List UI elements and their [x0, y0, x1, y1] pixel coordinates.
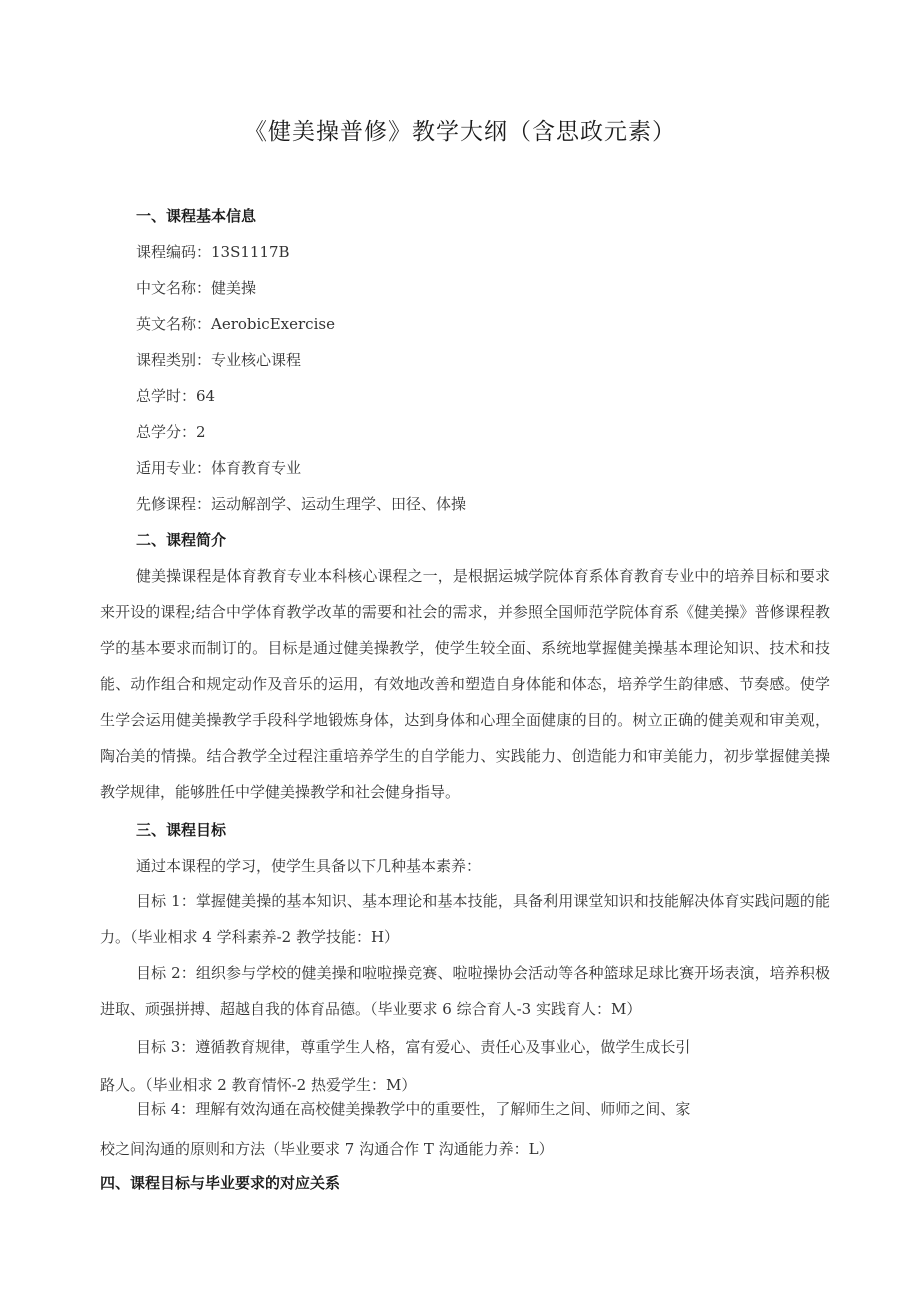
goal-2: 目标 2：组织参与学校的健美操和啦啦操竞赛、啦啦操协会活动等各种篮球足球比赛开场表演，培养积极进取、顽强拼搏、超越自我的体育品德。（毕业要求 6 综合育人-3 实践育人：M） [100, 964, 830, 1018]
info-chinese-name: 中文名称：健美操 [136, 279, 257, 297]
info-course-code: 课程编码：13S1117B [136, 243, 290, 261]
document-title: 《健美操普修》教学大纲（含思政元素） [244, 119, 676, 145]
section-heading-introduction: 二、课程简介 [136, 531, 227, 549]
goal-4-line-2: 校之间沟通的原则和方法（毕业要求 7 沟通合作 T 沟通能力养：L） [100, 1140, 554, 1158]
info-applicable-major: 适用专业：体育教育专业 [136, 459, 302, 477]
objectives-intro: 通过本课程的学习，使学生具备以下几种基本素养： [136, 857, 482, 875]
goal-3-line-1: 目标 3：遵循教育规律，尊重学生人格，富有爱心、责任心及事业心，做学生成长引 [136, 1038, 691, 1056]
section-heading-basic-info: 一、课程基本信息 [136, 207, 257, 225]
info-english-name: 英文名称：AerobicExercise [136, 315, 335, 333]
info-total-credits: 总学分：2 [136, 423, 206, 441]
section-heading-objectives: 三、课程目标 [136, 821, 227, 839]
goal-1: 目标 1：掌握健美操的基本知识、基本理论和基本技能，具备利用课堂知识和技能解决体育实践问题的能力。（毕业相求 4 学科素养-2 教学技能：H） [100, 892, 830, 946]
info-prerequisites: 先修课程：运动解剖学、运动生理学、田径、体操 [136, 495, 467, 513]
info-total-hours: 总学时：64 [136, 387, 216, 405]
section-heading-objective-mapping: 四、课程目标与毕业要求的对应关系 [100, 1174, 341, 1192]
introduction-paragraph: 健美操课程是体育教育专业本科核心课程之一，是根据运城学院体育系体育教育专业中的培养目标和要求来开设的课程;结合中学体育教学改革的需要和社会的需求，并参照全国师范学院体育系《健美操》普修课程教学的基本要求而制订的。目标是通过健美操教学，使学生较全面、系统地掌握健美操基本理论知识、技术和技能、动作组合和规定动作及音乐的运用，有效地改善和塑造自身体能和体态，培养学生韵律感、节奏感。使学生学会运用健美操教学手段科学地锻炼身体，达到身体和心理全面健康的目的。树立正确的健美观和审美观，陶冶美的情操。结合教学全过程注重培养学生的自学能力、实践能力、创造能力和审美能力，初步掌握健美操教学规律，能够胜任中学健美操教学和社会健身指导。 [100, 567, 830, 801]
goal-3-line-2: 路人。（毕业相求 2 教育情怀-2 热爱学生：M） [100, 1076, 417, 1094]
goal-4-line-1: 目标 4：理解有效沟通在高校健美操教学中的重要性，了解师生之间、师师之间、家 [136, 1100, 691, 1118]
info-course-category: 课程类别：专业核心课程 [136, 351, 302, 369]
